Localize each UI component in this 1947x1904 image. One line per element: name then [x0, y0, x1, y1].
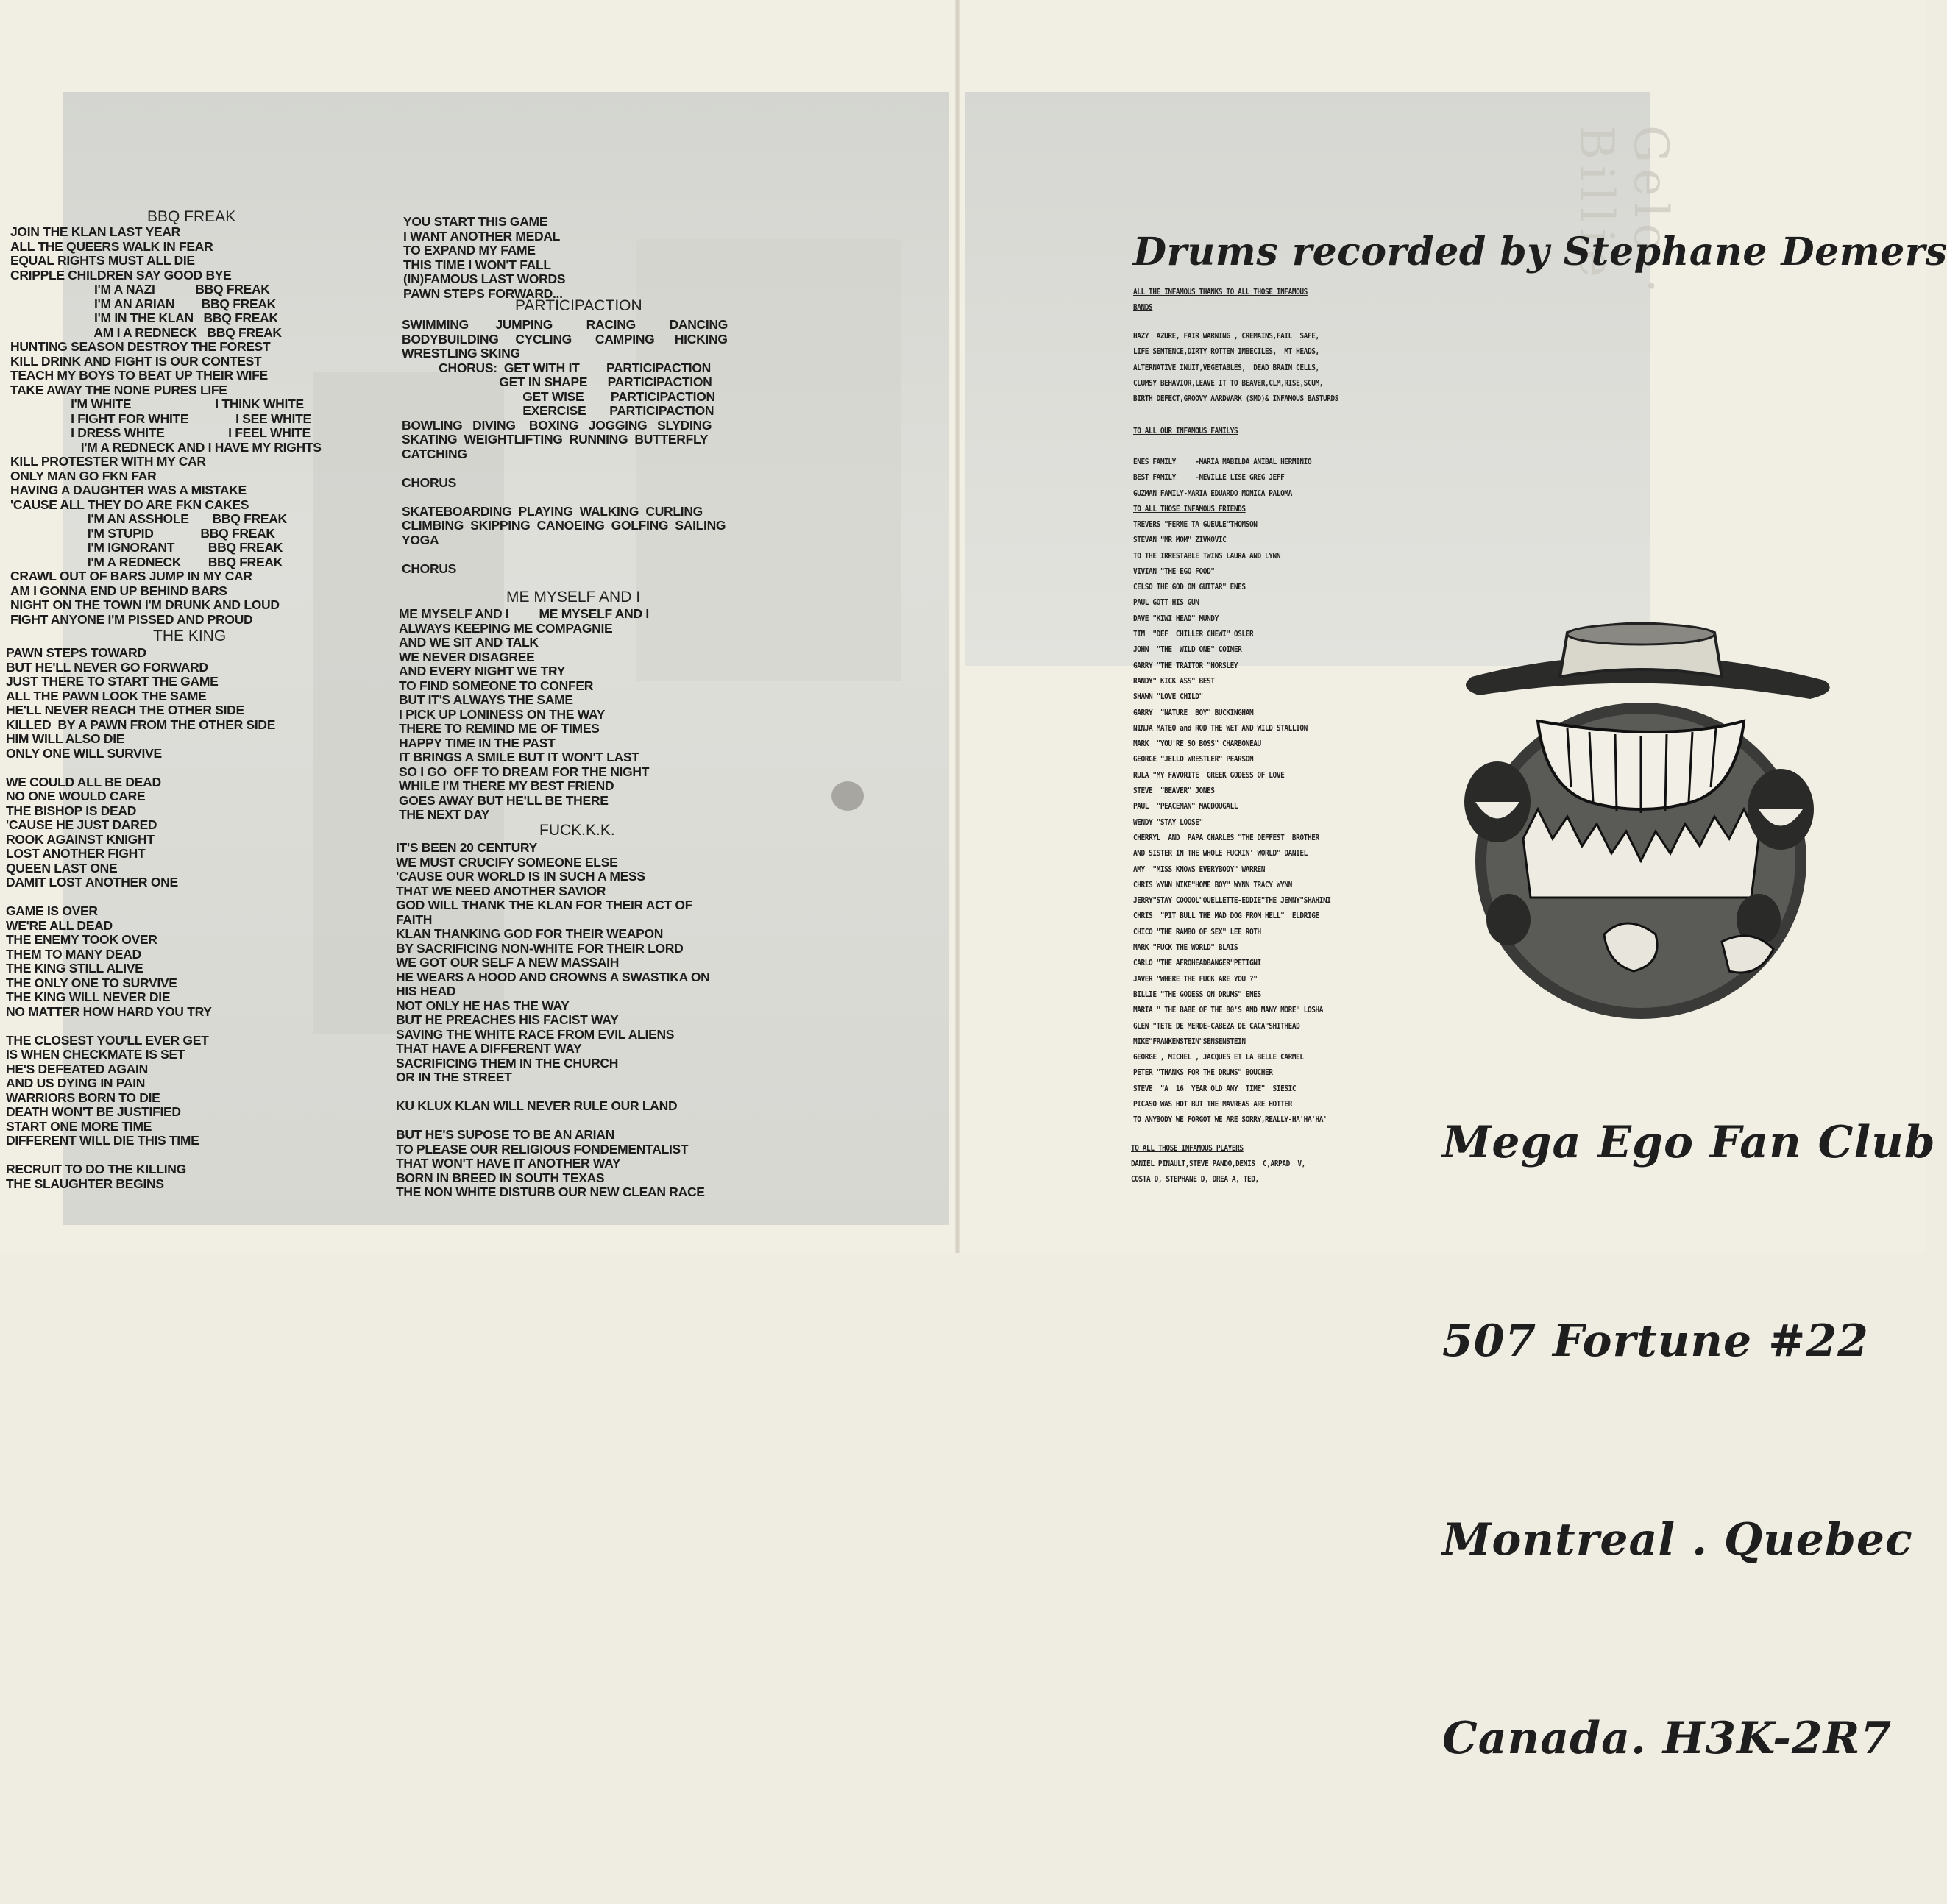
- drums-credit-heading: Drums recorded by Stephane Demers: [1133, 230, 1947, 274]
- faint-show-through-text: Gelo · Billie: [1569, 125, 1678, 299]
- lyrics-king-intro: YOU START THIS GAME I WANT ANOTHER MEDAL TO EXPAND MY FAME THIS TIME I WON'T FALL (IN)FAMOUS LAST WORDS PAWN STEPS FORWARD...: [403, 214, 566, 301]
- address-line-club: Mega Ego Fan Club: [1442, 1117, 1936, 1168]
- friends-list: TREVERS "FERME TA GUEULE"THOMSON STEVAN "MR MOM" ZIVKOVIC TO THE IRRESTABLE TWINS LAURA AND LYNN VIVIAN "THE EGO FOOD" CELSO THE GOD ON GUITAR" ENES PAUL GOTT HIS GUN DAVE "KIWI HEAD" MUNDY TIM "DEF CHILLER CHEWI" OSLER JOHN "THE WILD ONE" COINER GARRY "THE TRAITOR "HORSLEY RANDY" KICK ASS" BEST SHAWN "LOVE CHILD" GARRY "NATURE BOY" BUCKINGHAM NINJA MATEO and ROD THE WET AND WILD STALLION MARK "YOU'RE SO BOSS" CHARBONEAU GEORGE "JELLO WRESTLER" PEARSON RULA "MY FAVORITE GREEK GODESS OF LOVE STEVE "BEAVER" JONES PAUL "PEACEMAN" MACDOUGALL WENDY "STAY LOOSE" CHERRYL AND PAPA CHARLES "THE DEFFEST BROTHER AND SISTER IN THE WHOLE FUCKIN' WORLD" DANIEL AMY "MISS KNOWS EVERYBODY" WARREN CHRIS WYNN NIKE"HOME BOY" WYNN TRACY WYNN JERRY"STAY COOOOL"OUELLETTE-EDDIE"THE JENNY"SHAHINI CHRIS "PIT BULL THE MAD DOG FROM HELL" ELDRIGE CHICO "THE RAMBO OF SEX" LEE ROTH MARK "FUCK THE WORLD" BLAIS CARLO "THE AFROHEADBANGER"PETIGNI JAVER "WHERE THE FUCK ARE YOU ?" BILLIE "THE GODESS ON DRUMS" ENES MARIA " THE BABE OF THE 80'S AND MANY MORE" LOSHA GLEN "TETE DE MERDE-CABEZA DE CACA"SHITHEAD MIKE"FRANKENSTEIN"SENSENSTEIN GEORGE , MICHEL , JACQUES ET LA BELLE CARMEL PETER "THANKS FOR THE DRUMS" BOUCHER STEVE "A 16 YEAR OLD ANY TIME" SIESIC PICASO WAS HOT BUT THE MAVREAS ARE HOTTER TO ANYBODY WE FORGOT WE ARE SORRY,REALLY-HA'HA'HA': [1133, 519, 1331, 1125]
- families-heading: TO ALL OUR INFAMOUS FAMILYS: [1133, 426, 1238, 436]
- ink-stain: [831, 781, 864, 811]
- address-line-city: Montreal . Quebec: [1442, 1514, 1913, 1566]
- fan-club-address: [1442, 977, 1936, 1904]
- friends-heading: TO ALL THOSE INFAMOUS FRIENDS: [1133, 504, 1246, 514]
- bands-list: HAZY AZURE, FAIR WARNING , CREMAINS,FAIL SAFE, LIFE SENTENCE,DIRTY ROTTEN IMBECILES, MT HEADS, ALTERNATIVE INUIT,VEGETABLES, DEAD BRAIN CELLS, CLUMSY BEHAVIOR,LEAVE IT TO BEAVER,CLM,RISE,SCUM, BIRTH DEFECT,GROOVY AARDVARK (SMD)& INFAMOUS BASTURDS: [1133, 331, 1339, 404]
- song-title-the-king: THE KING: [153, 628, 227, 644]
- lyrics-the-king: PAWN STEPS TOWARD BUT HE'LL NEVER GO FORWARD JUST THERE TO START THE GAME ALL THE PAWN LOOK THE SAME HE'LL NEVER REACH THE OTHER SIDE KILLED BY A PAWN FROM THE OTHER SIDE HIM WILL ALSO DIE ONLY ONE WILL SURVIVE WE COULD ALL BE DEAD NO ONE WOULD CARE THE BISHOP IS DEAD 'CAUSE HE JUST DARED ROOK AGAINST KNIGHT LOST ANOTHER FIGHT QUEEN LAST ONE DAMIT LOST ANOTHER ONE GAME IS OVER WE'RE ALL DEAD THE ENEMY TOOK OVER THEM TO MANY DEAD THE KING STILL ALIVE THE ONLY ONE TO SURVIVE THE KING WILL NEVER DIE NO MATTER HOW HARD YOU TRY THE CLOSEST YOU'LL EVER GET IS WHEN CHECKMATE IS SET HE'S DEFEATED AGAIN AND US DYING IN PAIN WARRIORS BORN TO DIE DEATH WON'T BE JUSTIFIED START ONE MORE TIME DIFFERENT WILL DIE THIS TIME RECRUIT TO DO THE KILLING THE SLAUGHTER BEGINS: [6, 645, 276, 1191]
- grinning-sombrero-face-illustration: [1442, 618, 1862, 1030]
- center-fold: [955, 0, 960, 1253]
- lyrics-fuckkk: IT'S BEEN 20 CENTURY WE MUST CRUCIFY SOMEONE ELSE 'CAUSE OUR WORLD IS IN SUCH A MESS THAT WE NEED ANOTHER SAVIOR GOD WILL THANK THE KLAN FOR THEIR ACT OF FAITH KLAN THANKING GOD FOR THEIR WEAPON BY SACRIFICING NON-WHITE FOR THEIR LORD WE GOT OUR SELF A NEW MASSAIH HE WEARS A HOOD AND CROWNS A SWASTIKA ON HIS HEAD NOT ONLY HE HAS THE WAY BUT HE PREACHES HIS FACIST WAY SAVING THE WHITE RACE FROM EVIL ALIENS THAT HAVE A DIFFERENT WAY SACRIFICING THEM IN THE CHURCH OR IN THE STREET KU KLUX KLAN WILL NEVER RULE OUR LAND BUT HE'S SUPOSE TO BE AN ARIAN TO PLEASE OUR RELIGIOUS FONDEMENTALIST THAT WON'T HAVE IT ANOTHER WAY BORN IN BREED IN SOUTH TEXAS THE NON WHITE DISTURB OUR NEW CLEAN RACE: [396, 840, 710, 1199]
- address-line-street: 507 Fortune #22: [1442, 1315, 1869, 1367]
- address-line-country: Canada. H3K-2R7: [1442, 1713, 1893, 1764]
- players-list: DANIEL PINAULT,STEVE PANDO,DENIS C,ARPAD V, COSTA D, STEPHANE D, DREA A, TED,: [1131, 1159, 1305, 1184]
- song-title-bbq-freak: BBQ FREAK: [147, 208, 236, 225]
- lyrics-participaction: SWIMMING JUMPING RACING DANCING BODYBUILDING CYCLING CAMPING HICKING WRESTLING SKING CHORUS: GET WITH IT PARTICIPACTION GET IN SHAPE PARTICIPACTION GET WISE PARTICIPACTION EXERCISE PARTICIPACTION BOWLING DIVING BOXING JOGGING SLYDING SKATING WEIGHTLIFTING RUNNING BUTTERFLY CATCHING CHORUS SKATEBOARDING PLAYING WALKING CURLING CLIMBING SKIPPING CANOEING GOLFING SAILING YOGA CHORUS: [402, 317, 728, 576]
- lyrics-bbq-freak: JOIN THE KLAN LAST YEAR ALL THE QUEERS WALK IN FEAR EQUAL RIGHTS MUST ALL DIE CRIPPLE CHILDREN SAY GOOD BYE I'M A NAZI BBQ FREAK I'M AN ARIAN BBQ FREAK I'M IN THE KLAN BBQ FREAK AM I A REDNECK BBQ FREAK HUNTING SEASON DESTROY THE FOREST KILL DRINK AND FIGHT IS OUR CONTEST TEACH MY BOYS TO BEAT UP THEIR WIFE TAKE AWAY THE NONE PURES LIFE I'M WHITE I THINK WHITE I FIGHT FOR WHITE I SEE WHITE I DRESS WHITE I FEEL WHITE I'M A REDNECK AND I HAVE MY RIGHTS KILL PROTESTER WITH MY CAR ONLY MAN GO FKN FAR HAVING A DAUGHTER WAS A MISTAKE 'CAUSE ALL THEY DO ARE FKN CAKES I'M AN ASSHOLE BBQ FREAK I'M STUPID BBQ FREAK I'M IGNORANT BBQ FREAK I'M A REDNECK BBQ FREAK CRAWL OUT OF BARS JUMP IN MY CAR AM I GONNA END UP BEHIND BARS NIGHT ON THE TOWN I'M DRUNK AND LOUD FIGHT ANYONE I'M PISSED AND PROUD: [10, 224, 322, 627]
- song-title-fuckkk: FUCK.K.K.: [539, 822, 615, 839]
- families-list: ENES FAMILY -MARIA MABILDA ANIBAL HERMINIO BEST FAMILY -NEVILLE LISE GREG JEFF GUZMAN FAMILY-MARIA EDUARDO MONICA PALOMA: [1133, 457, 1312, 498]
- song-title-participaction: PARTICIPACTION: [515, 297, 642, 314]
- lyrics-me-myself-and-i: ME MYSELF AND I ME MYSELF AND I ALWAYS KEEPING ME COMPAGNIE AND WE SIT AND TALK WE NEVER DISAGREE AND EVERY NIGHT WE TRY TO FIND SOMEONE TO CONFER BUT IT'S ALWAYS THE SAME I PICK UP LONINESS ON THE WAY THERE TO REMIND ME OF TIMES HAPPY TIME IN THE PAST IT BRINGS A SMILE BUT IT WON'T LAST SO I GO OFF TO DREAM FOR THE NIGHT WHILE I'M THERE MY BEST FRIEND GOES AWAY BUT HE'LL BE THERE THE NEXT DAY: [399, 606, 650, 822]
- song-title-me-myself-and-i: ME MYSELF AND I: [506, 589, 641, 605]
- bands-heading: ALL THE INFAMOUS THANKS TO ALL THOSE INFAMOUS BANDS: [1133, 287, 1308, 313]
- players-heading: TO ALL THOSE INFAMOUS PLAYERS: [1131, 1143, 1244, 1153]
